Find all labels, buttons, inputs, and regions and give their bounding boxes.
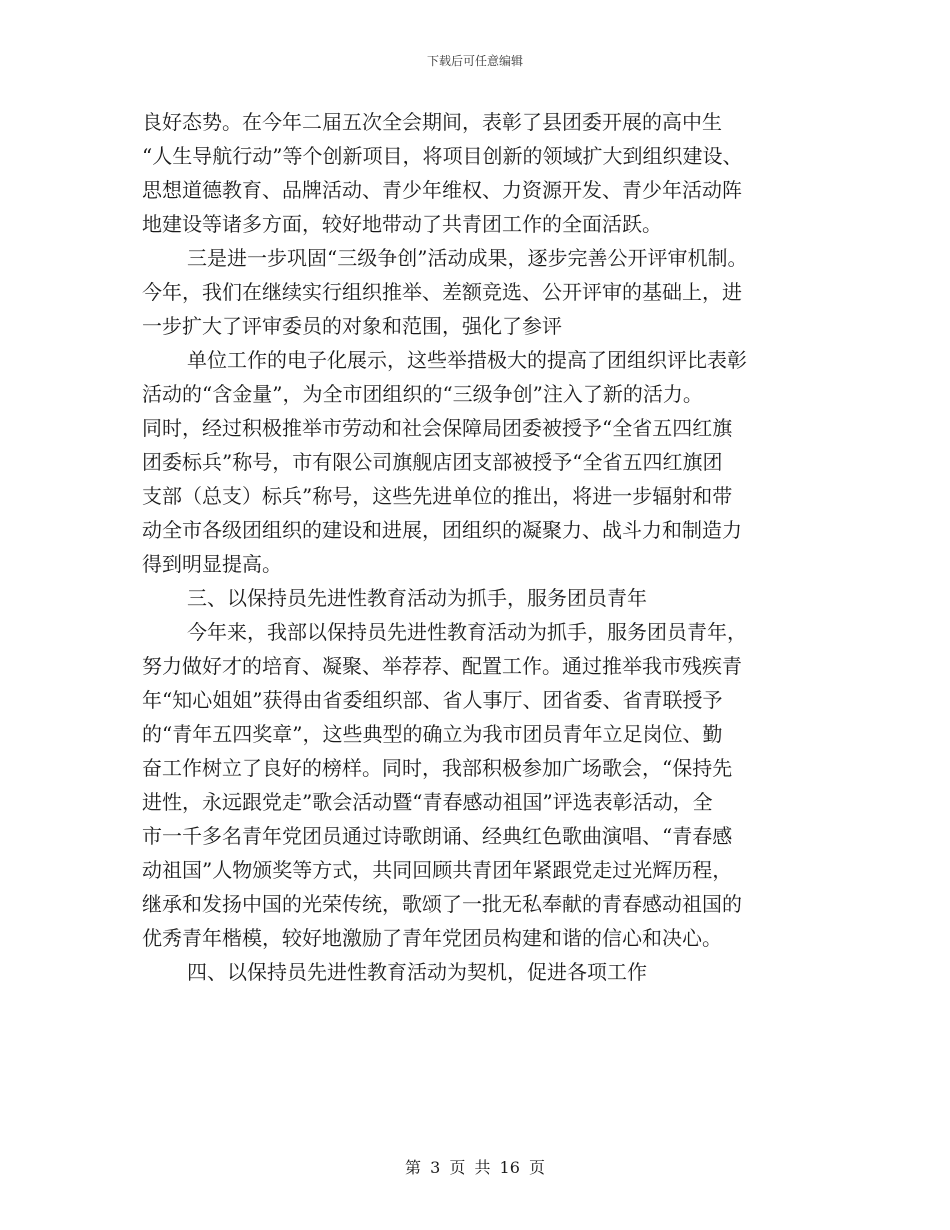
text-line: 单位工作的电子化展示，这些举措极大的提高了团组织评比表彰 (187, 348, 747, 372)
text-line: 继承和发扬中国的光荣传统，歌颂了一批无私奉献的青春感动祖国的 (142, 892, 742, 916)
text-line: 得到明显提高。 (142, 552, 282, 576)
text-line: 良好态势。在今年二届五次全会期间，表彰了县团委开展的高中生 (142, 110, 722, 134)
text-line: 地建设等诸多方面，较好地带动了共青团工作的全面活跃。 (142, 212, 662, 236)
text-line: 奋工作树立了良好的榜样。同时，我部积极参加广场歌会，“保持先 (142, 756, 733, 780)
text-line: 努力做好才的培育、凝聚、举荐荐、配置工作。通过推举我市残疾青 (142, 654, 742, 678)
text-line: 思想道德教育、品牌活动、青少年维权、力资源开发、青少年活动阵 (142, 178, 742, 202)
text-line: 同时，经过积极推举市劳动和社会保障局团委被授予“全省五四红旗 (142, 416, 733, 440)
text-line: 一步扩大了评审委员的对象和范围，强化了参评 (142, 314, 562, 338)
text-line: 进性，永远跟党走”歌会活动暨“青春感动祖国”评选表彰活动，全 (142, 790, 713, 814)
text-line: 市一千多名青年党团员通过诗歌朗诵、经典红色歌曲演唱、“青春感 (142, 824, 733, 848)
text-line: 团委标兵”称号，市有限公司旗舰店团支部被授予“全省五四红旗团 (142, 450, 723, 474)
text-line: 今年，我们在继续实行组织推举、差额竞选、公开评审的基础上，进 (142, 280, 742, 304)
text-line: “人生导航行动”等个创新项目，将项目创新的领域扩大到组织建设、 (142, 144, 743, 168)
text-line: 支部（总支）标兵”称号，这些先进单位的推出，将进一步辐射和带 (142, 484, 733, 508)
text-line: 三是进一步巩固“三级争创”活动成果，逐步完善公开评审机制。 (187, 246, 748, 270)
text-line: 四、以保持员先进性教育活动为契机，促进各项工作 (187, 960, 647, 984)
page-header-note: 下载后可任意编辑 (426, 54, 523, 68)
text-line: 优秀青年楷模，较好地激励了青年党团员构建和谐的信心和决心。 (142, 926, 722, 950)
text-line: 活动的“含金量”，为全市团组织的“三级争创”注入了新的活力。 (142, 382, 703, 406)
text-line: 三、以保持员先进性教育活动为抓手，服务团员青年 (187, 586, 647, 610)
page-number-footer: 第 3 页 共 16 页 (405, 1158, 545, 1177)
document-body (142, 105, 822, 989)
text-line: 今年来，我部以保持员先进性教育活动为抓手，服务团员青年， (187, 620, 747, 644)
text-line: 的“青年五四奖章”，这些典型的确立为我市团员青年立足岗位、勤 (142, 722, 723, 746)
text-line: 动全市各级团组织的建设和进展，团组织的凝聚力、战斗力和制造力 (142, 518, 742, 542)
text-line: 年“知心姐姐”获得由省委组织部、省人事厅、团省委、省青联授予 (142, 688, 723, 712)
text-line: 动祖国”人物颁奖等方式，共同回顾共青团年紧跟党走过光辉历程， (142, 858, 733, 882)
